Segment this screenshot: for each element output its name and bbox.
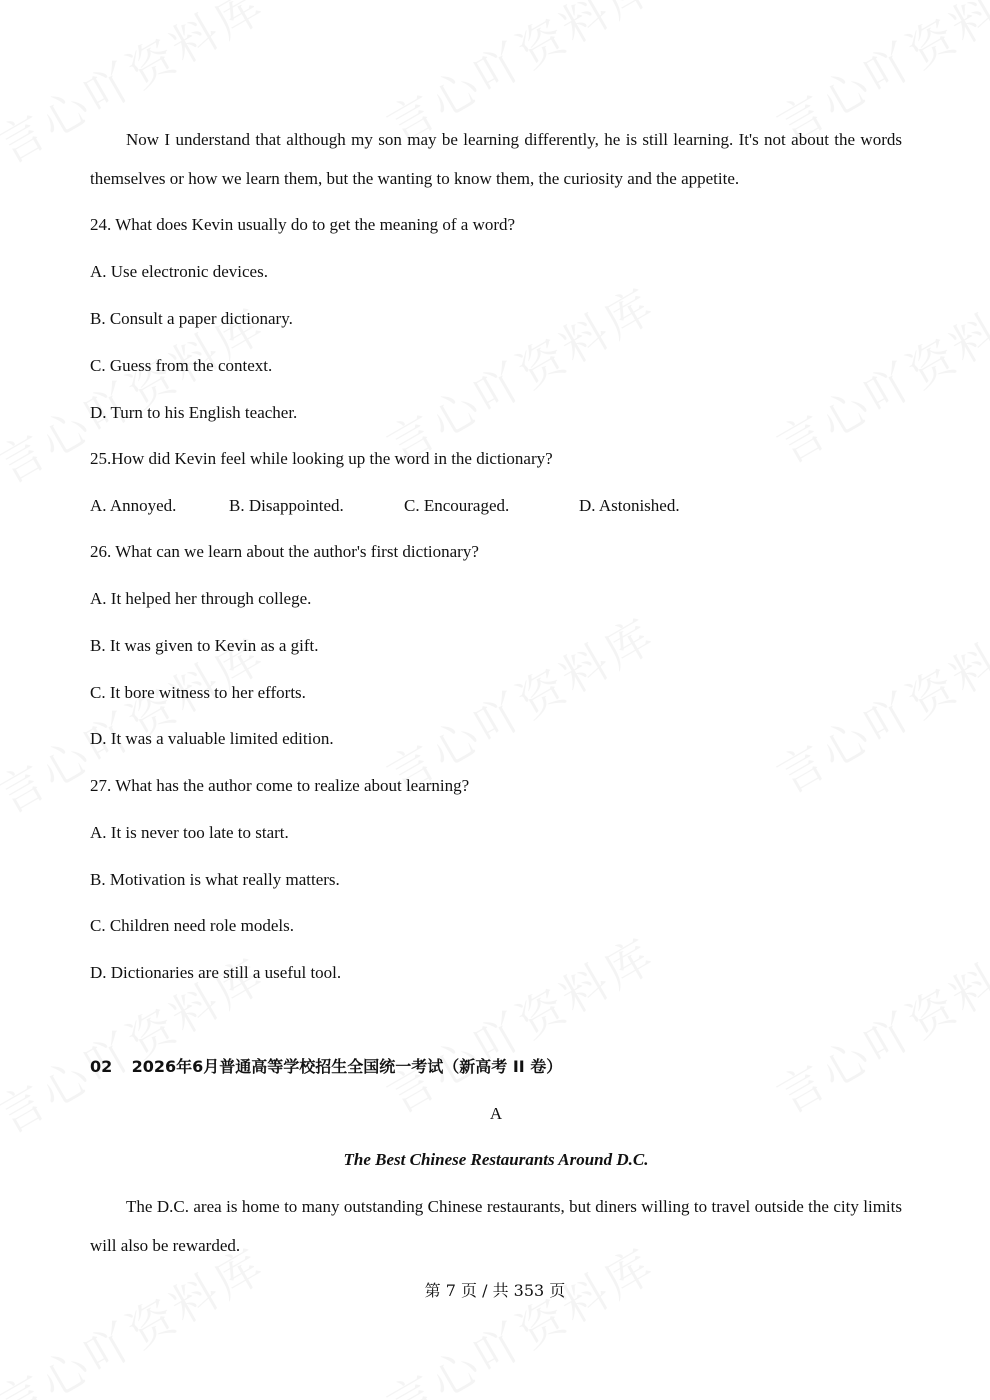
option-c: C. Children need role models. xyxy=(90,916,294,935)
option-c: C. It bore witness to her efforts. xyxy=(90,683,306,702)
option-a: A. It is never too late to start. xyxy=(90,823,289,842)
question-stem: 25.How did Kevin feel while looking up the word in the dictionary? xyxy=(90,449,553,468)
option-d: D. Turn to his English teacher. xyxy=(90,403,298,422)
section-number: 02 xyxy=(90,1057,113,1076)
option-b: B. Motivation is what really matters. xyxy=(90,870,340,889)
watermark xyxy=(374,269,667,476)
option-a: A. Use electronic devices. xyxy=(90,262,268,281)
article-intro: The D.C. area is home to many outstanding Chinese restaurants, but diners willing to travel outside the city limits will also be rewarded. xyxy=(90,1197,902,1255)
watermark xyxy=(764,919,990,1126)
option-c: C. Guess from the context. xyxy=(90,356,273,375)
option-b: B. Disappointed. xyxy=(229,496,344,515)
question-stem: 24. What does Kevin usually do to get the meaning of a word? xyxy=(90,215,516,234)
option-c: C. Encouraged. xyxy=(404,496,510,515)
question-stem: 27. What has the author come to realize about learning? xyxy=(90,776,470,795)
option-a: A. Annoyed. xyxy=(90,496,177,515)
watermark xyxy=(374,919,667,1126)
watermark xyxy=(764,269,990,476)
page-footer: 第 7 页 / 共 353 页 xyxy=(424,1281,566,1300)
option-a: A. It helped her through college. xyxy=(90,589,312,608)
article-title: The Best Chinese Restaurants Around D.C. xyxy=(343,1150,649,1169)
passage-paragraph: Now I understand that although my son may be learning differently, he is still learning. It's not about the words themselves or how we learn them, but the wanting to know them, the curiosity and the appetite. xyxy=(90,130,902,188)
option-d: D. It was a valuable limited edition. xyxy=(90,729,334,748)
question-stem: 26. What can we learn about the author's first dictionary? xyxy=(90,542,479,561)
option-b: B. Consult a paper dictionary. xyxy=(90,309,293,328)
section-heading xyxy=(90,1056,562,1078)
section-title: 2026年6月普通高等学校招生全国统一考试（新高考 II 卷） xyxy=(131,1057,563,1076)
option-b: B. It was given to Kevin as a gift. xyxy=(90,636,319,655)
watermark xyxy=(764,599,990,806)
part-label: A xyxy=(489,1104,503,1123)
option-d: D. Astonished. xyxy=(579,496,680,515)
option-d: D. Dictionaries are still a useful tool. xyxy=(90,963,342,982)
